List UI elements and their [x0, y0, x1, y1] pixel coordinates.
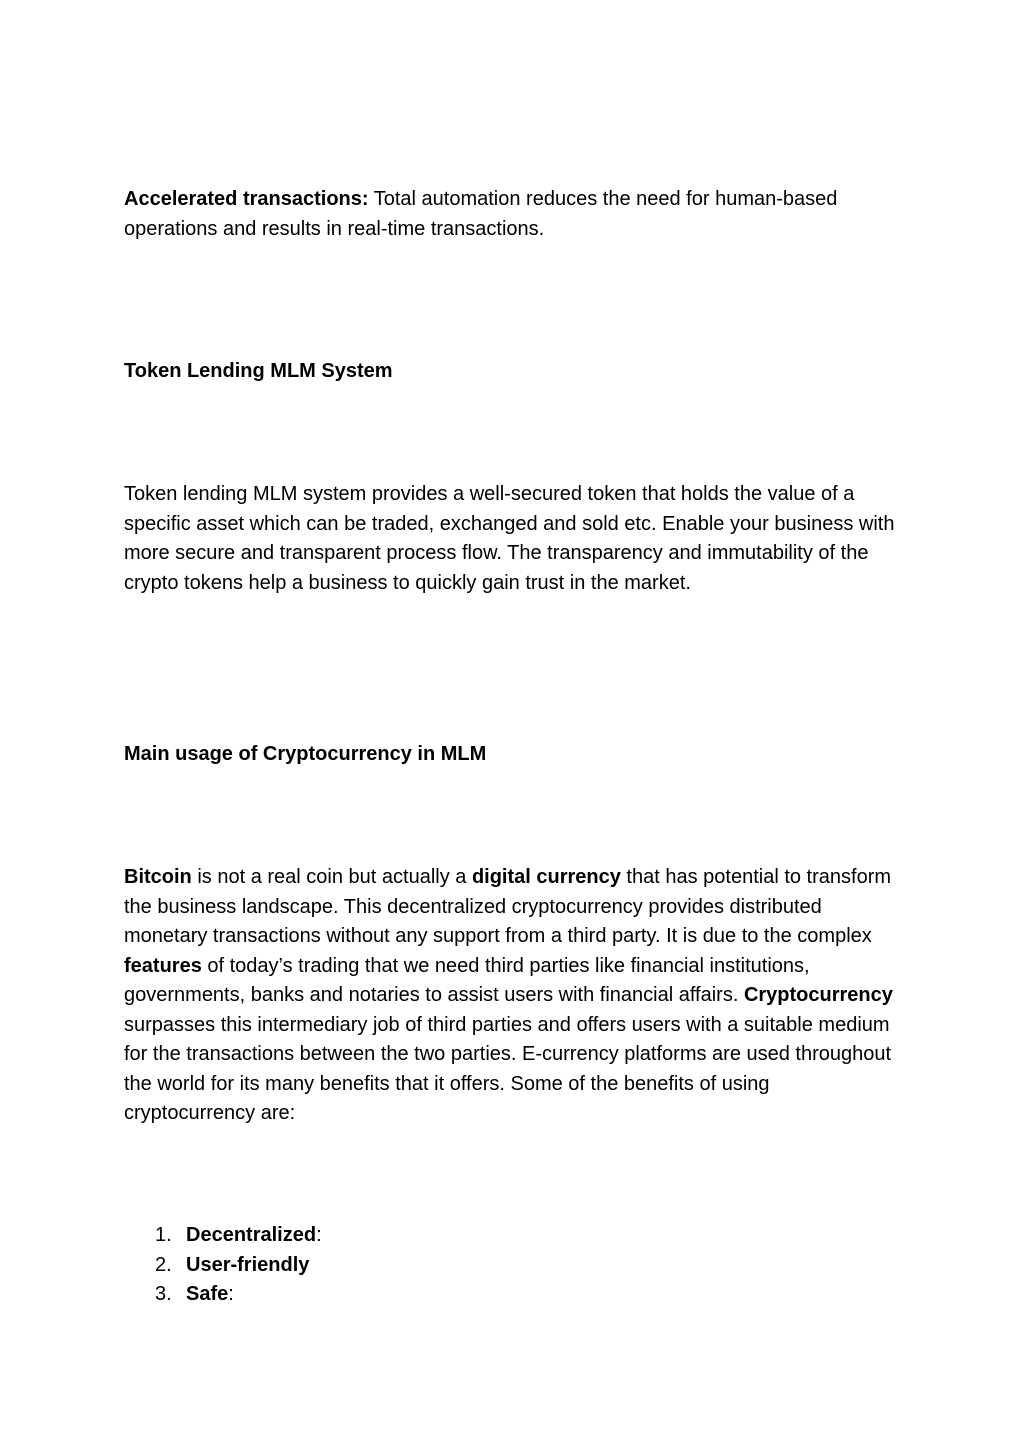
- list-number: 1.: [155, 1224, 172, 1246]
- heading-token-lending: Token Lending MLM System: [124, 360, 393, 382]
- bitcoin-text-1: is not a real coin but actually a: [191, 866, 472, 888]
- list-item-label: Safe: [186, 1283, 229, 1305]
- bitcoin-text-4: surpasses this intermediary job of third parties and offers users with a suitable medium for the transactions between the two parties. E-currency platforms are used throughout the world for its many benefits that it offers. Some of the benefits of using cryptocurrency are:: [124, 1013, 892, 1124]
- list-item-suffix: :: [228, 1283, 234, 1305]
- heading-main-usage: Main usage of Cryptocurrency in MLM: [124, 743, 487, 765]
- list-number: 2.: [155, 1253, 172, 1276]
- list-item: [124, 1280, 824, 1310]
- digital-currency-bold: digital currency: [471, 866, 621, 888]
- paragraph-token-lending: Token lending MLM system provides a well-secured token that holds the value of a specific asset which can be traded, exchanged and sold etc. Enable your business with more secure and transparent process flow. The transparency and immutability of the crypto tokens help a business to quickly gain trust in the market.: [124, 483, 895, 594]
- bitcoin-text-2: that has potential to transform the business landscape. This decentralized cryptocurrency provides distributed monetary transactions without any support from a third party. It is due to the complex: [124, 866, 892, 947]
- list-item: [124, 1251, 824, 1281]
- bitcoin-bold: Bitcoin: [124, 866, 192, 888]
- list-number: 3.: [155, 1283, 172, 1305]
- accelerated-transactions-lead: Accelerated transactions:: [124, 188, 369, 210]
- accelerated-transactions-text: Total automation reduces the need for human-based operations and results in real-time transactions.: [124, 188, 838, 240]
- list-item-suffix: :: [316, 1224, 322, 1246]
- paragraph-bitcoin: [124, 863, 904, 1129]
- features-bold: features: [124, 954, 202, 977]
- list-item-label: User-friendly: [186, 1253, 310, 1276]
- benefits-list: [124, 1221, 824, 1310]
- paragraph-accelerated-transactions: [124, 185, 904, 244]
- list-item: [124, 1221, 824, 1251]
- list-item-label: Decentralized: [186, 1224, 317, 1246]
- bitcoin-text-3: of today’s trading that we need third parties like financial institutions, governments, banks and notaries to assist users with financial affairs.: [124, 954, 810, 1006]
- cryptocurrency-bold: Cryptocurrency: [743, 984, 893, 1006]
